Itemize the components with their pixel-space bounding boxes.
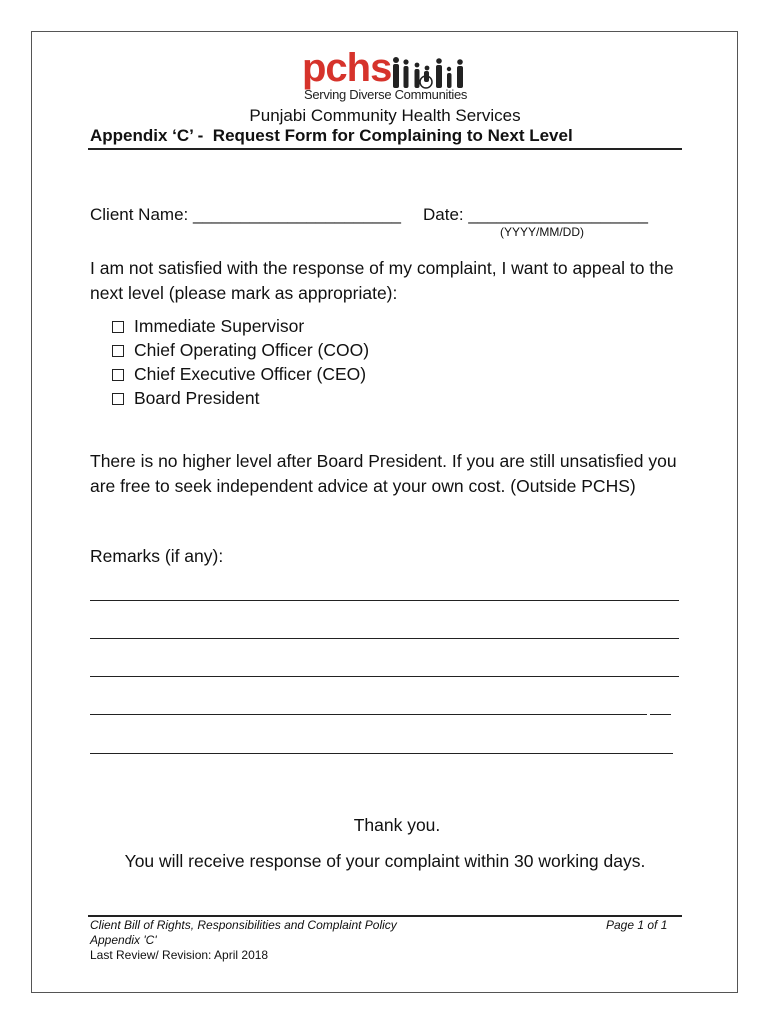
option-coo[interactable] xyxy=(112,340,369,361)
page-border xyxy=(31,31,738,993)
footer-policy: Client Bill of Rights, Responsibilities and Complaint Policy xyxy=(90,918,397,932)
page-number: Page 1 of 1 xyxy=(606,918,668,932)
option-immediate-supervisor[interactable] xyxy=(112,316,304,337)
option-ceo[interactable] xyxy=(112,364,366,385)
footer-revision: Last Review/ Revision: April 2018 xyxy=(90,948,269,962)
appeal-intro: I am not satisfied with the response of my complaint, I want to appeal to the next level (please mark as appropriate): xyxy=(90,258,674,303)
response-time-text: You will receive response of your complaint within 30 working days. xyxy=(124,851,646,871)
footer-divider xyxy=(88,915,682,917)
footer-appendix: Appendix 'C' xyxy=(90,933,157,947)
checkbox[interactable] xyxy=(112,321,124,333)
option-label: Immediate Supervisor xyxy=(134,316,305,336)
checkbox[interactable] xyxy=(112,369,124,381)
organization-name: Punjabi Community Health Services xyxy=(249,106,521,125)
option-board-president[interactable] xyxy=(112,388,260,409)
remarks-label: Remarks (if any): xyxy=(90,546,224,566)
date-format-hint: (YYYY/MM/DD) xyxy=(500,225,584,239)
remarks-line-segment xyxy=(650,714,671,715)
logo-wordmark: pchs xyxy=(302,46,392,90)
option-label: Chief Executive Officer (CEO) xyxy=(134,364,367,384)
option-label: Chief Operating Officer (COO) xyxy=(134,340,370,360)
title-divider xyxy=(88,148,682,150)
notice-paragraph: There is no higher level after Board President. If you are still unsatisfied you are free to seek independent advice at your own cost. (Outside PCHS) xyxy=(90,451,677,496)
form-title xyxy=(90,126,573,146)
checkbox[interactable] xyxy=(112,345,124,357)
form-title-text: Request Form for Complaining to Next Level xyxy=(212,126,573,145)
checkbox[interactable] xyxy=(112,393,124,405)
date-field[interactable]: Date: ___________________ xyxy=(423,205,648,224)
remarks-line[interactable] xyxy=(90,753,673,754)
client-name-field[interactable]: Client Name: ______________________ xyxy=(90,205,401,224)
logo-tagline: Serving Diverse Communities xyxy=(304,87,468,102)
appendix-label: Appendix ‘C’ - xyxy=(90,126,204,145)
pchs-logo xyxy=(300,46,470,106)
remarks-line[interactable] xyxy=(90,714,647,715)
remarks-line[interactable] xyxy=(90,600,679,601)
remarks-line[interactable] xyxy=(90,638,679,639)
thank-you-text: Thank you. xyxy=(353,815,441,835)
remarks-line[interactable] xyxy=(90,676,679,677)
option-label: Board President xyxy=(134,388,260,408)
